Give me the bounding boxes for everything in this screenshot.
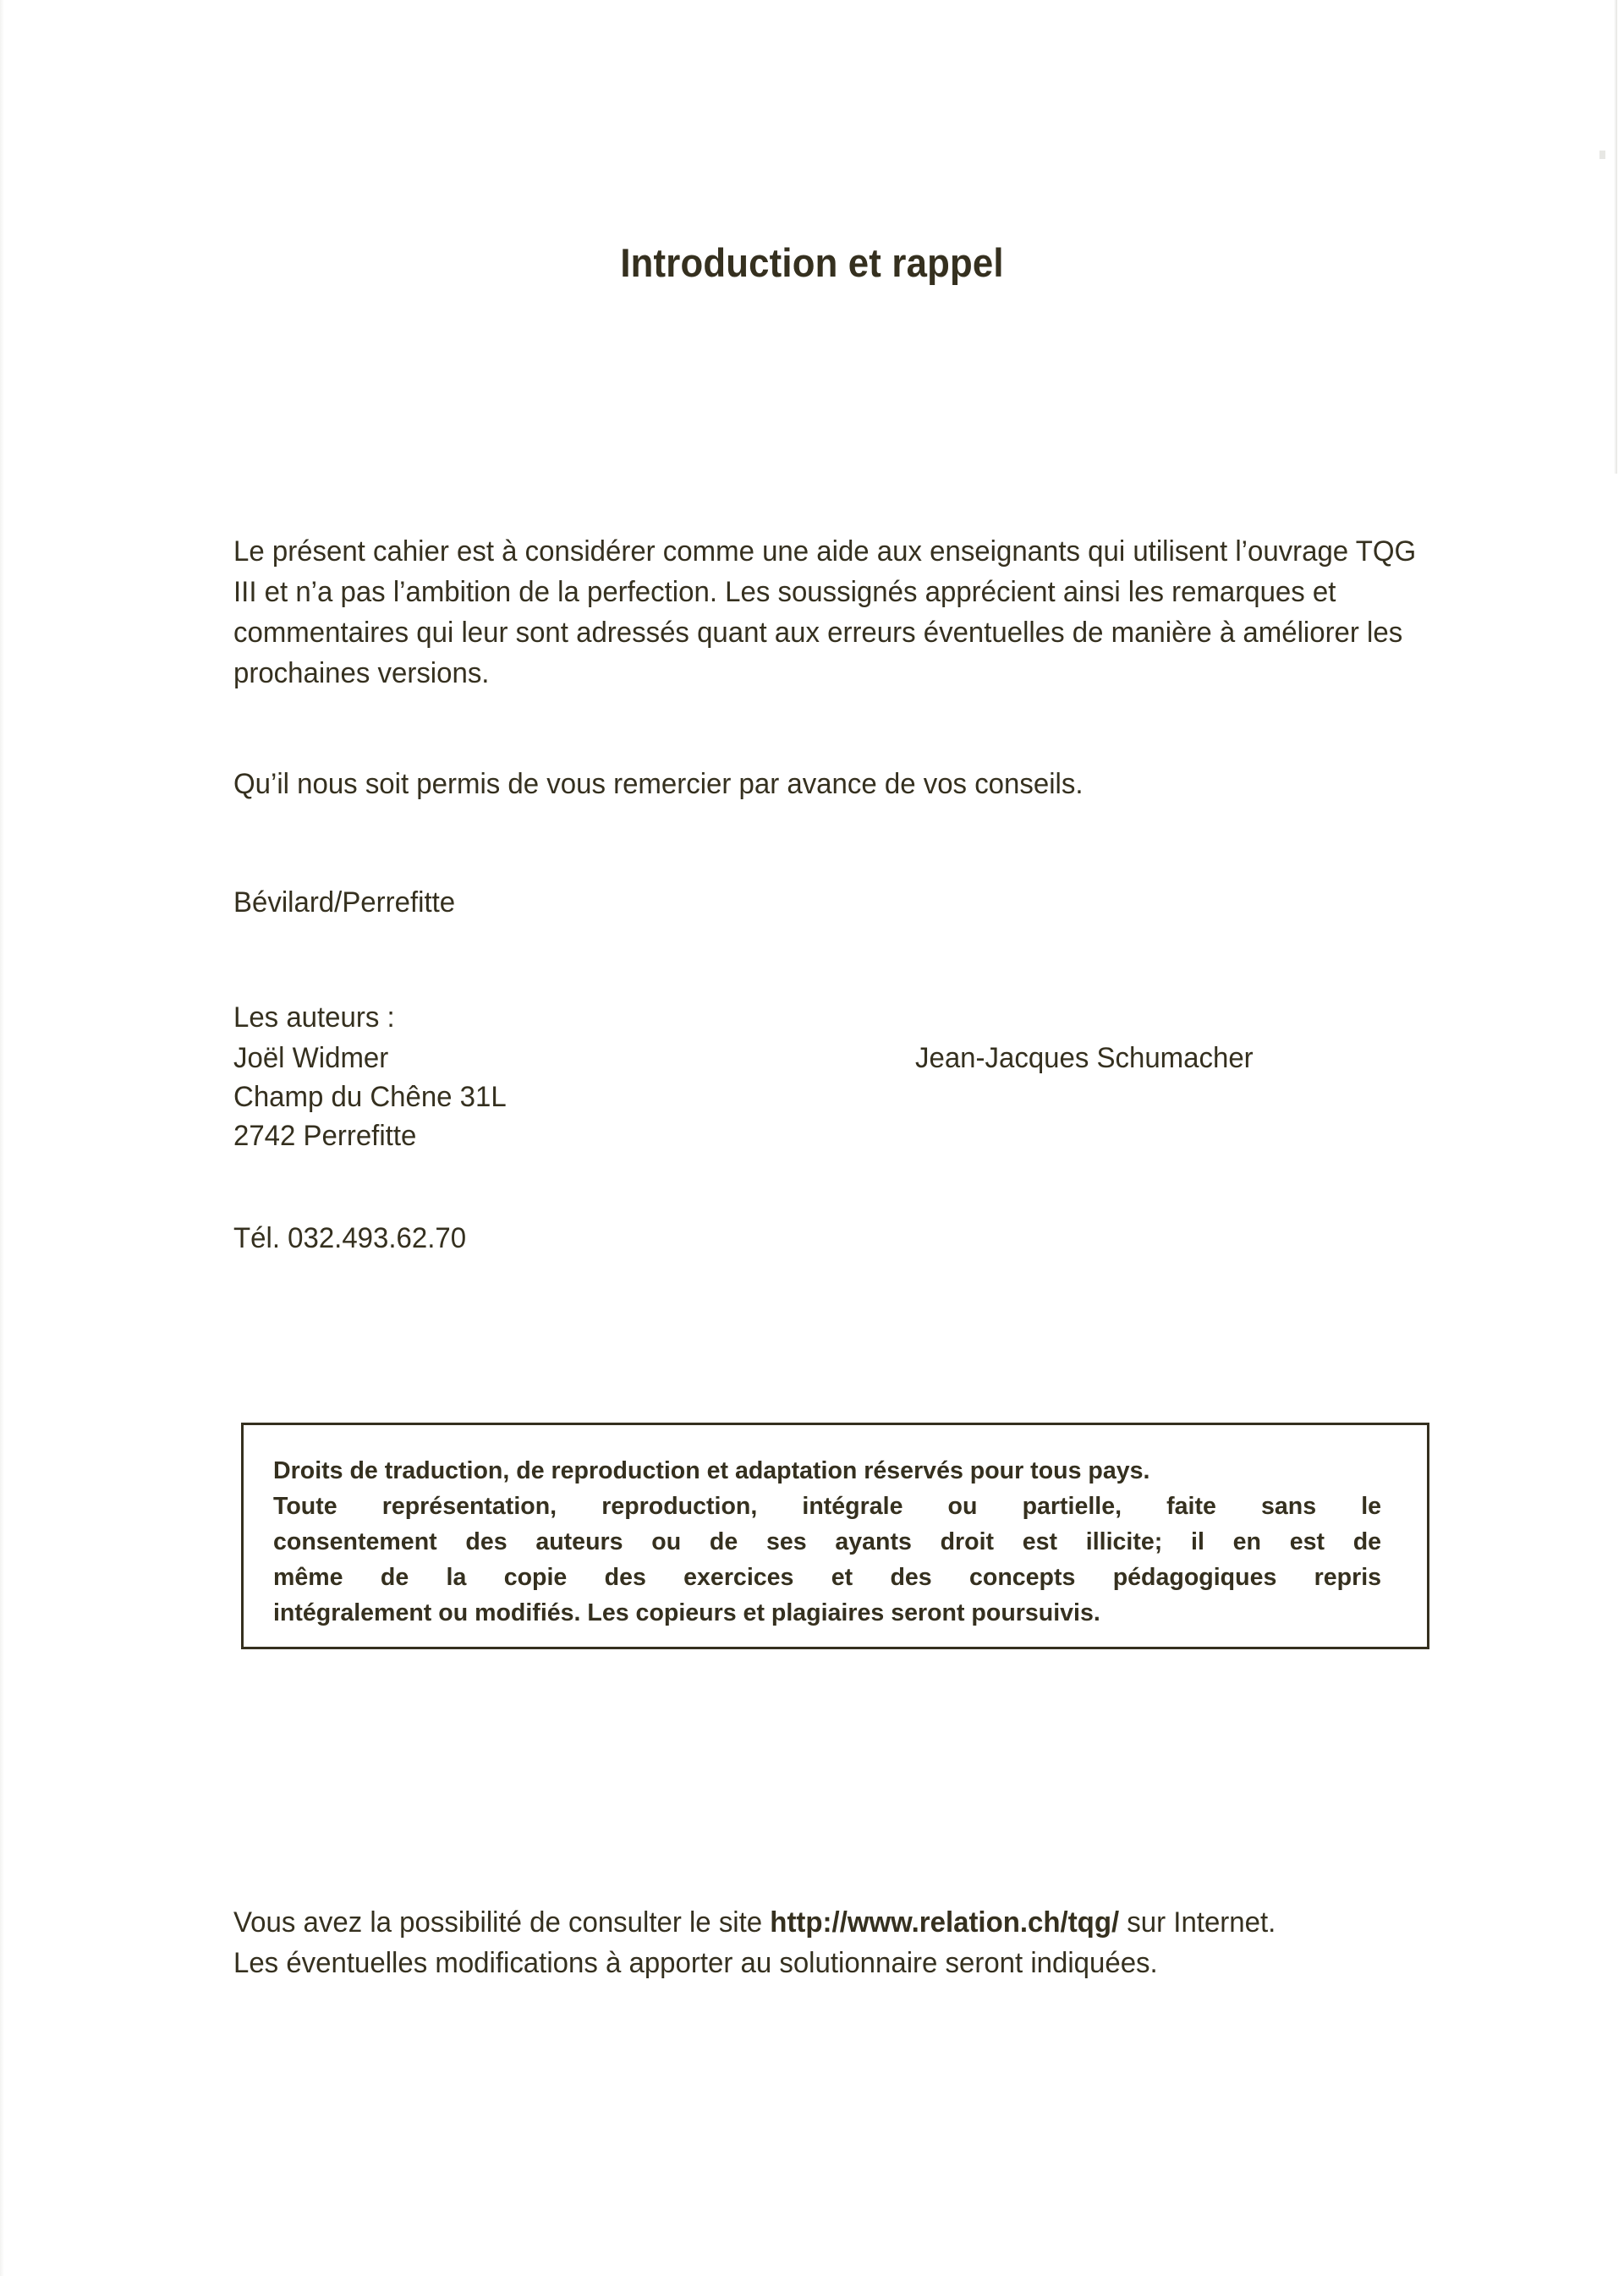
footer-line-2: Les éventuelles modifications à apporter au solutionnaire seront indiquées. bbox=[233, 1947, 1158, 1979]
footer-note bbox=[233, 1902, 1464, 1983]
intro-paragraph: Le présent cahier est à considérer comme une aide aux enseignants qui utilisent l’ouvrage TQG III et n’a pas l’ambition de la perfection. Les soussignés apprécient ainsi les remarques et commentaires qui leur sont adressés quant aux erreurs éventuelles de manière à améliorer les prochaines versions. bbox=[233, 535, 1417, 689]
authors-label: Les auteurs : bbox=[233, 1001, 395, 1034]
author-left-city: 2742 Perrefitte bbox=[233, 1120, 417, 1152]
copyright-line-3: consentement des auteurs ou de ses ayants droit est illicite; il en est de bbox=[273, 1528, 1382, 1555]
phone-line: Tél. 032.493.62.70 bbox=[233, 1222, 467, 1254]
page-title: Introduction et rappel bbox=[620, 240, 1004, 286]
copyright-notice-box bbox=[241, 1423, 1429, 1649]
author-left-column bbox=[233, 1039, 792, 1155]
scan-edge-right-artifact bbox=[1614, 0, 1617, 474]
thanks-paragraph: Qu’il nous soit permis de vous remercier par avance de vos conseils. bbox=[233, 768, 1084, 800]
copyright-line-4: même de la copie des exercices et des concepts pédagogiques repris bbox=[273, 1564, 1382, 1591]
copyright-notice-text bbox=[273, 1453, 1381, 1631]
scan-edge-left-artifact bbox=[0, 0, 4, 2276]
author-right-name: Jean-Jacques Schumacher bbox=[915, 1042, 1254, 1074]
author-right-column bbox=[915, 1039, 1440, 1078]
copyright-line-1: Droits de traduction, de reproduction et adaptation réservés pour tous pays. bbox=[273, 1457, 1150, 1484]
footer-text-after-url: sur Internet. bbox=[1119, 1906, 1276, 1939]
footer-line-1 bbox=[233, 1902, 1464, 1943]
scan-speck-artifact bbox=[1599, 151, 1605, 159]
author-left-name: Joël Widmer bbox=[233, 1042, 389, 1074]
relation-tqg-url[interactable]: http://www.relation.ch/tqg/ bbox=[770, 1906, 1120, 1939]
copyright-line-5: intégralement ou modifiés. Les copieurs et plagiaires seront poursuivis. bbox=[273, 1599, 1100, 1626]
copyright-line-2: Toute représentation, reproduction, intégrale ou partielle, faite sans le bbox=[273, 1493, 1382, 1520]
location-line: Bévilard/Perrefitte bbox=[233, 886, 456, 919]
footer-text-before-url: Vous avez la possibilité de consulter le site bbox=[233, 1906, 771, 1939]
author-left-street: Champ du Chêne 31L bbox=[233, 1081, 507, 1113]
